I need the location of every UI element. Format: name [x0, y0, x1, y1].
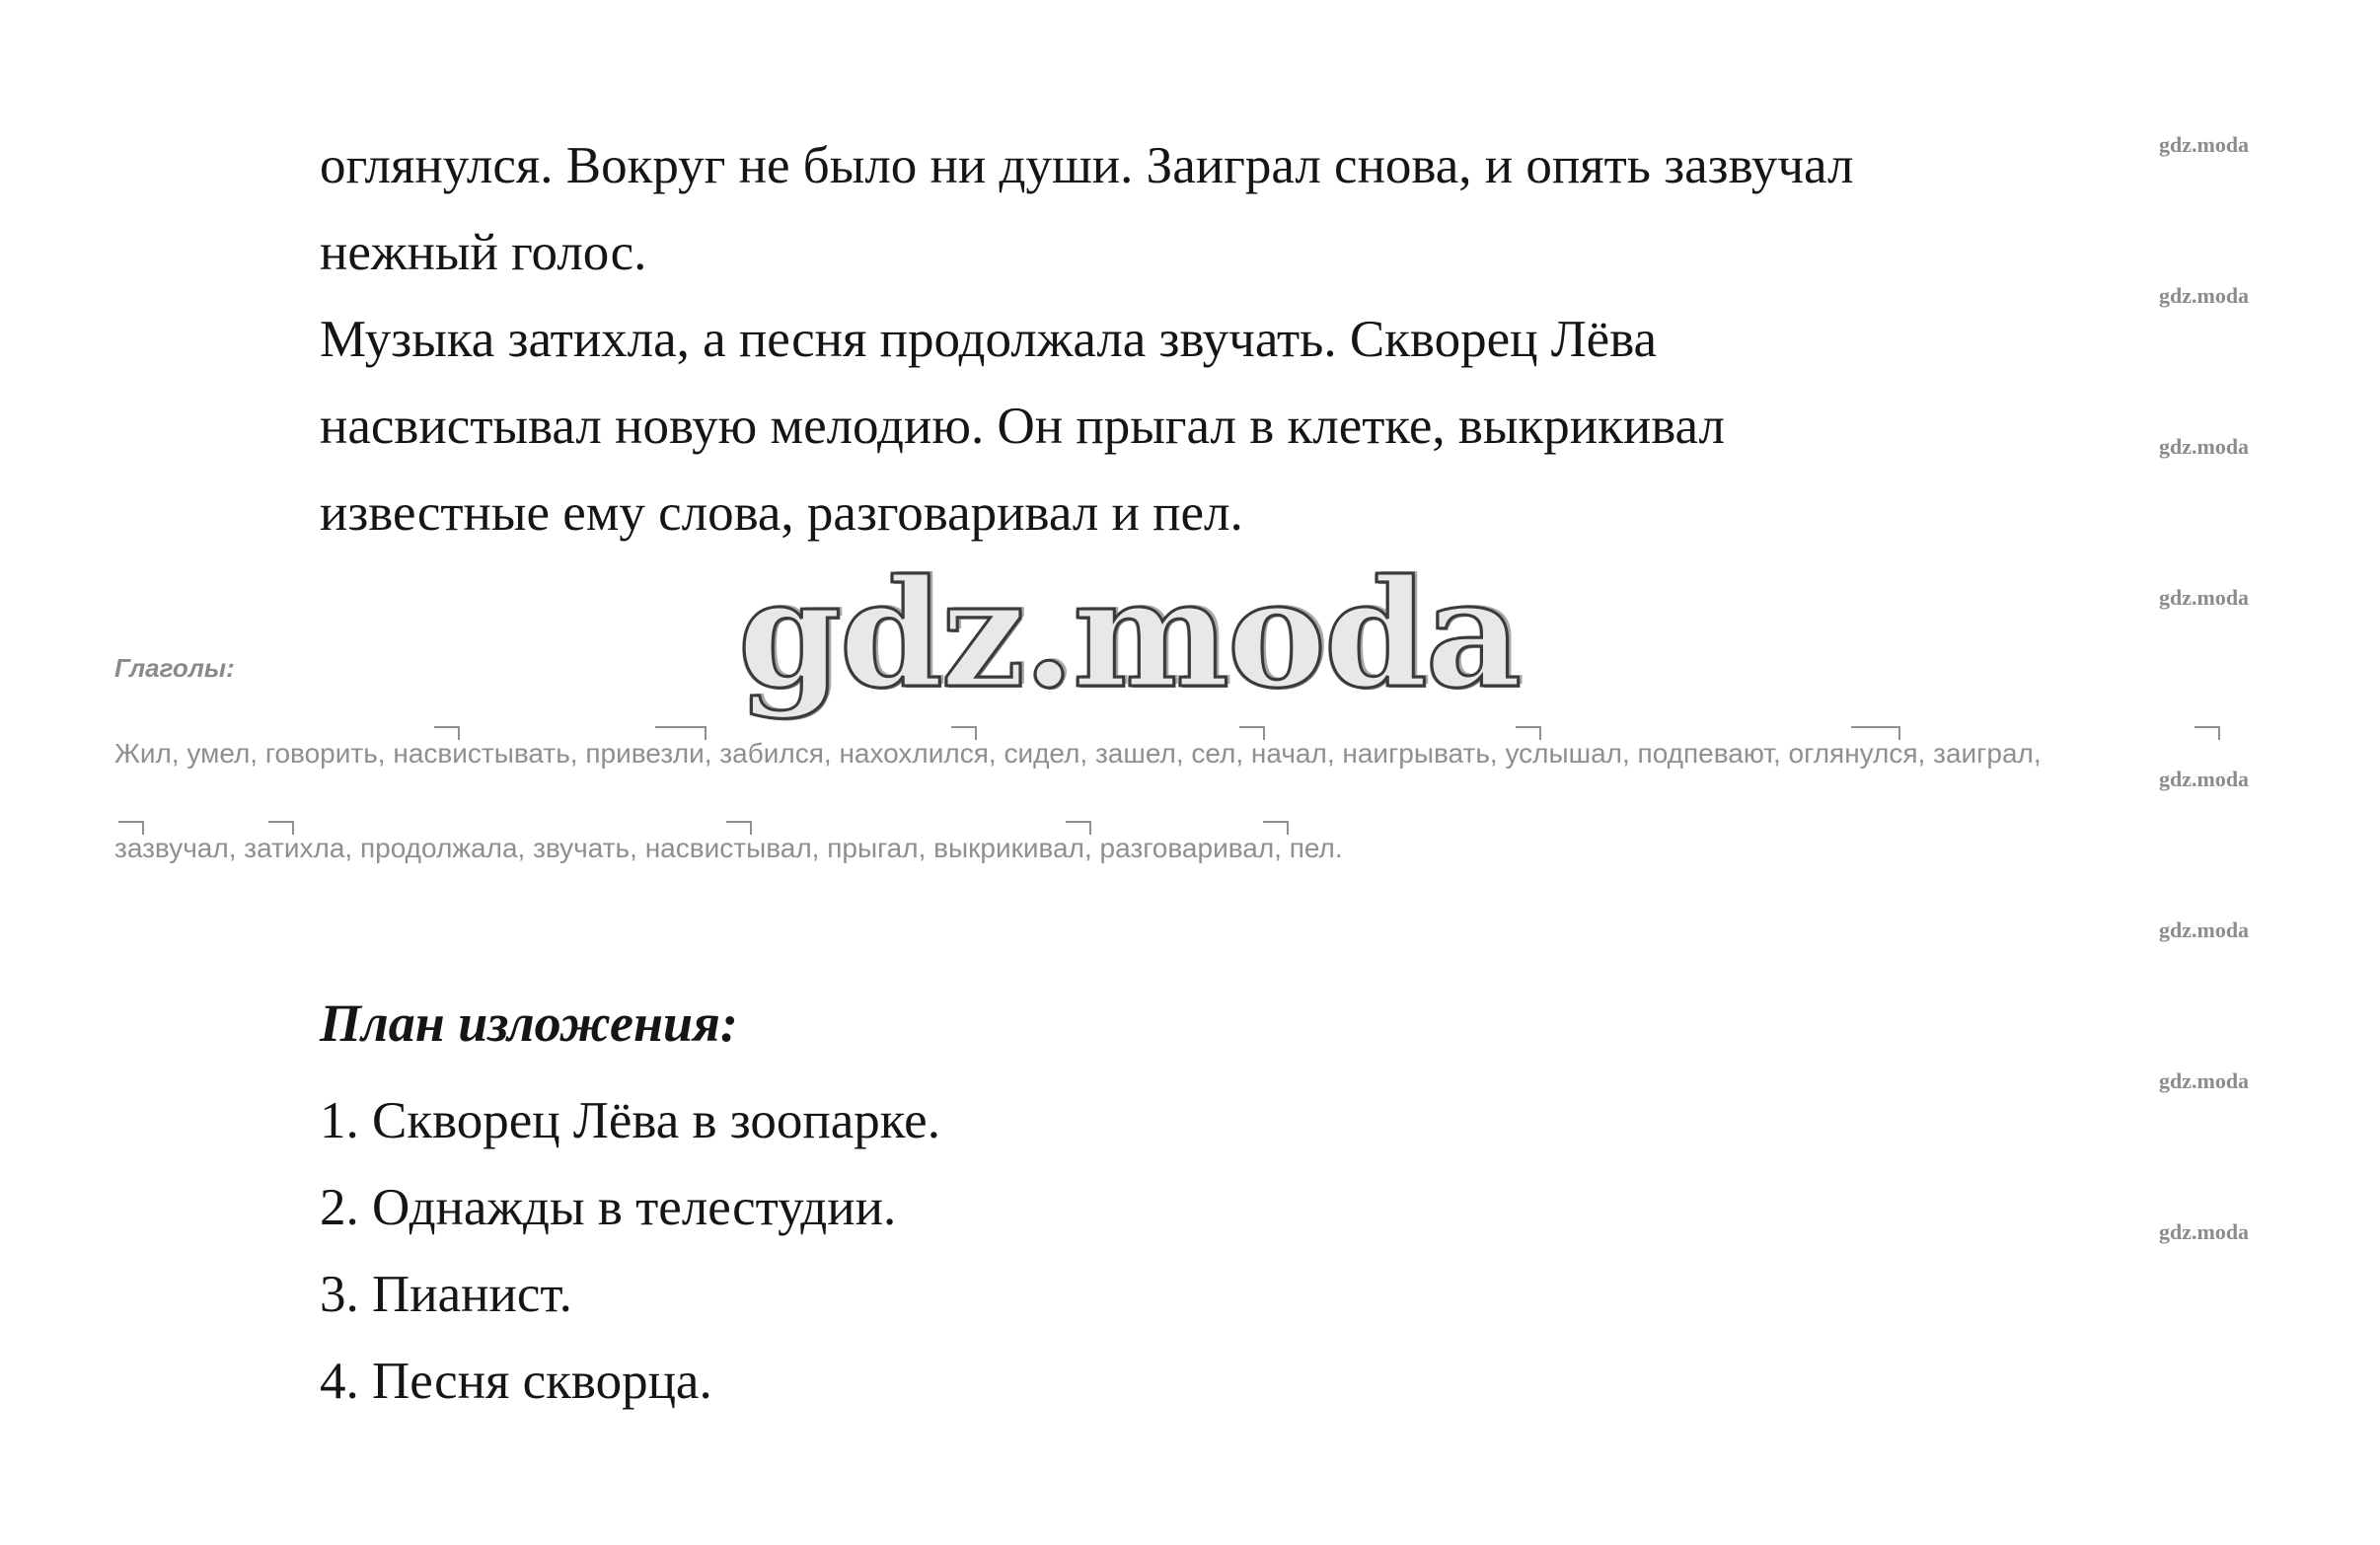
story-paragraph [320, 122, 2155, 556]
plan-item: 4. Песня скворца. [320, 1353, 712, 1410]
verbs-list-line: зазвучал, затихла, продолжала, звучать, насвистывал, прыгал, выкрикивал, разговаривал, пел. [114, 833, 1343, 863]
watermark-side-label: gdz.moda [2159, 1219, 2250, 1244]
verbs-heading: Глаголы: [114, 653, 235, 683]
plan-item: 3. Пианист. [320, 1266, 572, 1323]
story-line: нежный голос. [320, 224, 647, 281]
plan-heading: План изложения: [320, 993, 738, 1053]
story-line: известные ему слова, разговаривал и пел. [320, 484, 1243, 542]
story-line: оглянулся. Вокруг не было ни души. Заиграл снова, и опять зазвучал [320, 137, 1854, 194]
morpheme-mark [2194, 726, 2220, 740]
story-line: насвистывал новую мелодию. Он прыгал в клетке, выкрикивал [320, 398, 1725, 455]
watermark-side-label: gdz.moda [2159, 434, 2250, 459]
watermark-side-label: gdz.moda [2159, 1068, 2250, 1093]
watermark-side-label: gdz.moda [2159, 767, 2250, 791]
plan-list [320, 1077, 940, 1425]
plan-item: 1. Скворец Лёва в зоопарке. [320, 1092, 940, 1149]
watermark-side-label: gdz.moda [2159, 283, 2250, 308]
watermark-logo: gdz.moda [738, 548, 1521, 721]
watermark-side-label: gdz.moda [2159, 918, 2250, 942]
plan-item: 2. Однажды в телестудии. [320, 1179, 897, 1236]
watermark-side-label: gdz.moda [2159, 132, 2250, 157]
verbs-list-line: Жил, умел, говорить, насвистывать, привезли, забился, нахохлился, сидел, зашел, сел, начал, наигрывать, услышал, подпевают, оглянулся, заиграл, [114, 738, 2042, 769]
story-line: Музыка затихла, а песня продолжала звучать. Скворец Лёва [320, 311, 1658, 368]
watermark-side-label: gdz.moda [2159, 585, 2250, 610]
